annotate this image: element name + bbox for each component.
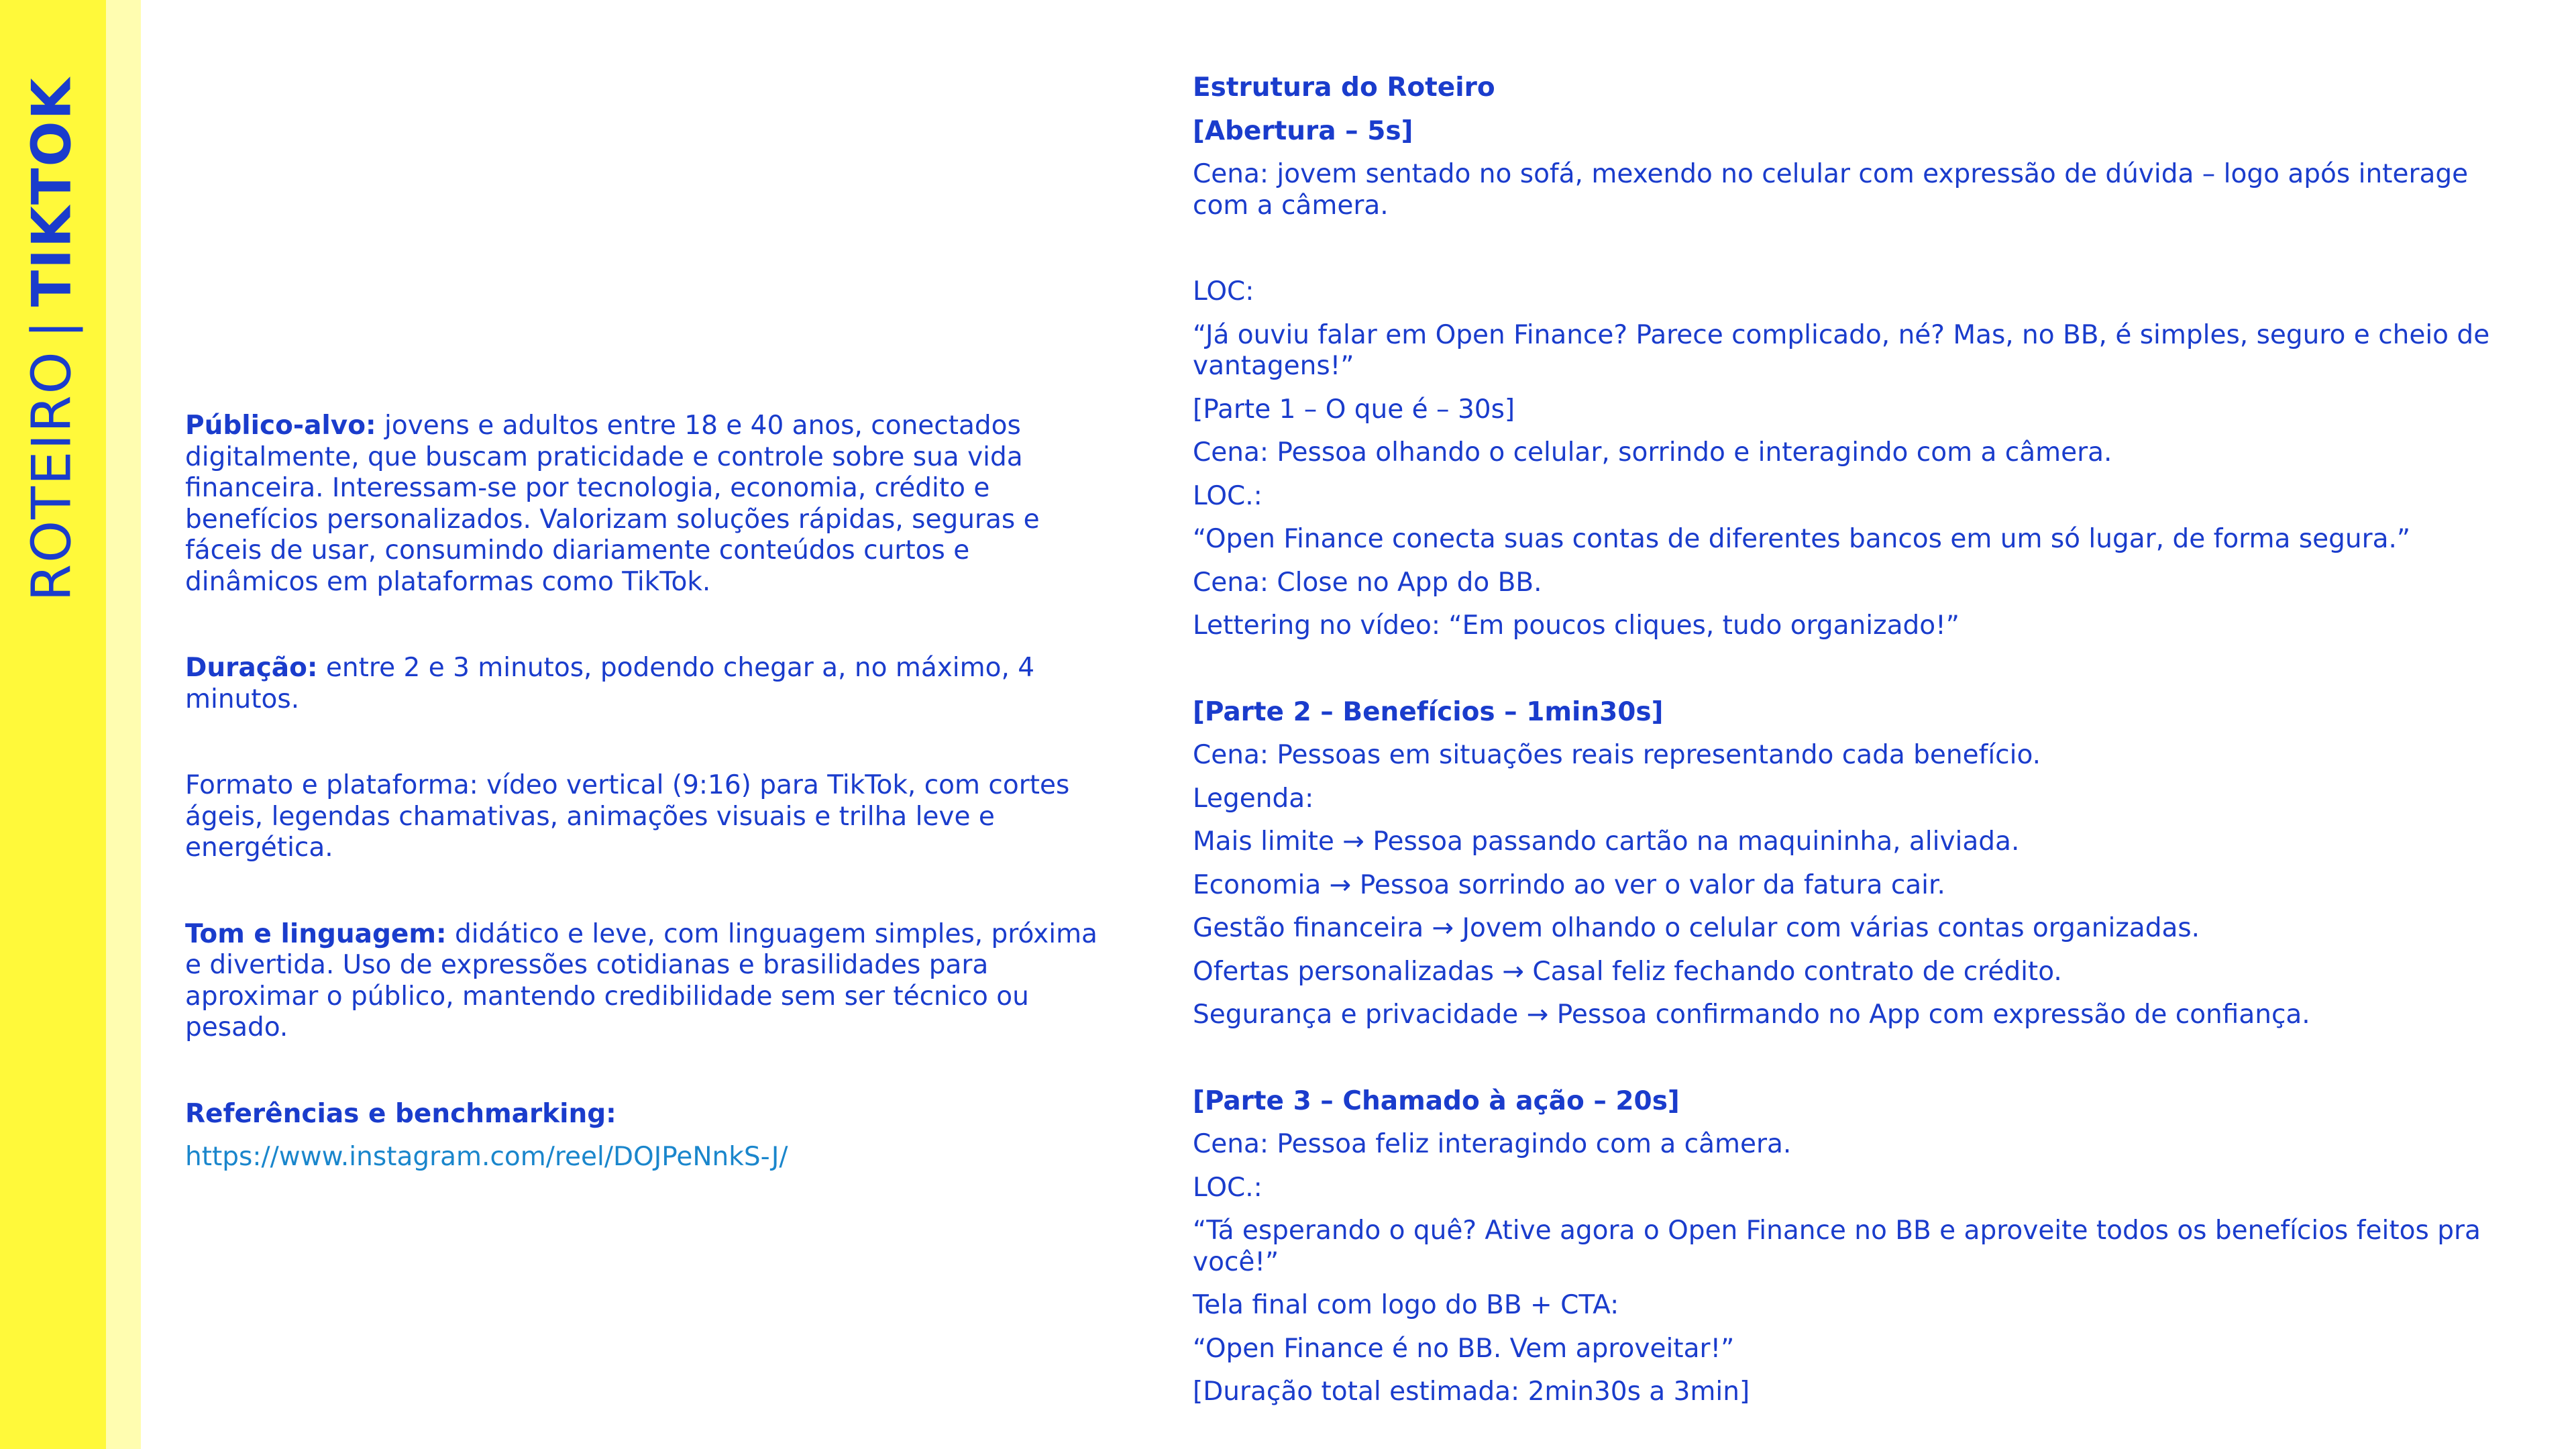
title-separator: | xyxy=(20,318,83,338)
beneficio-item: Gestão financeira → Jovem olhando o celular com várias contas organizadas. xyxy=(1193,913,2200,943)
duracao-label: Duração: xyxy=(185,653,318,683)
parte2-cena: Cena: Pessoas em situações reais representando cada benefício. xyxy=(1193,740,2041,770)
formato-paragraph: Formato e plataforma: vídeo vertical (9:16) para TikTok, com cortes ágeis, legendas chamativas, animações visuais e trilha leve e energética. xyxy=(185,770,1070,863)
abertura-title: [Abertura – 5s] xyxy=(1193,115,1413,146)
script-heading: Estrutura do Roteiro xyxy=(1193,72,1495,103)
parte1-loc: “Open Finance conecta suas contas de diferentes bancos em um só lugar, de forma segura.” xyxy=(1193,524,2411,554)
title-tiktok: TIKTOK xyxy=(20,76,83,307)
referencia-link[interactable]: https://www.instagram.com/reel/DOJPeNnkS-J/ xyxy=(185,1142,788,1172)
publico-alvo-text: jovens e adultos entre 18 e 40 anos, conectados digitalmente, que buscam praticidade e controle sobre sua vida financeira. Interessam-se por tecnologia, economia, crédito e benefícios personalizados. Valorizam soluções rápidas, seguras e fáceis de usar, consumindo diariamente conteúdos curtos e dinâmicos em plataformas como TikTok. xyxy=(185,411,1040,597)
parte1-cena2: Cena: Close no App do BB. xyxy=(1193,567,1542,598)
tom-label: Tom e linguagem: xyxy=(185,918,447,949)
parte1-cena: Cena: Pessoa olhando o celular, sorrindo e interagindo com a câmera. xyxy=(1193,437,2112,468)
sidebar-band-light xyxy=(106,0,141,1449)
tom-text: didático e leve, com linguagem simples, próxima e divertida. Uso de expressões cotidianas e brasilidades para aproximar o público, mantendo credibilidade sem ser técnico ou pesado. xyxy=(185,918,1097,1042)
vertical-title xyxy=(1,70,102,607)
abertura-loc: “Já ouviu falar em Open Finance? Parece complicado, né? Mas, no BB, é simples, seguro e cheio de vantagens!” xyxy=(1193,319,2490,381)
duracao-text: entre 2 e 3 minutos, podendo chegar a, no máximo, 4 minutos. xyxy=(185,653,1035,714)
script-column xyxy=(1193,72,2521,1420)
parte3-cena: Cena: Pessoa feliz interagindo com a câmera. xyxy=(1193,1129,1792,1159)
beneficio-item: Segurança e privacidade → Pessoa confirmando no App com expressão de confiança. xyxy=(1193,1000,2310,1030)
briefing-column xyxy=(185,411,1111,1173)
publico-alvo-label: Público-alvo: xyxy=(185,411,376,441)
parte3-title: [Parte 3 – Chamado à ação – 20s] xyxy=(1193,1085,1680,1116)
abertura-loc-label: LOC: xyxy=(1193,276,1254,307)
publico-alvo-paragraph xyxy=(185,411,1111,598)
tom-paragraph xyxy=(185,919,1111,1044)
parte1-loc-label: LOC.: xyxy=(1193,480,1263,511)
beneficio-item: Mais limite → Pessoa passando cartão na maquininha, aliviada. xyxy=(1193,826,2020,857)
parte3-loc: “Tá esperando o quê? Ative agora o Open Finance no BB e aproveite todos os benefícios feitos pra você!” xyxy=(1193,1216,2481,1277)
abertura-cena: Cena: jovem sentado no sofá, mexendo no celular com expressão de dúvida – logo após interage com a câmera. xyxy=(1193,159,2469,221)
parte2-legenda: Legenda: xyxy=(1193,783,1314,814)
parte3-loc-label: LOC.: xyxy=(1193,1172,1263,1203)
parte1-lettering: Lettering no vídeo: “Em poucos cliques, tudo organizado!” xyxy=(1193,610,1960,641)
referencias-label: Referências e benchmarking: xyxy=(185,1098,616,1129)
parte3-tela: Tela final com logo do BB + CTA: xyxy=(1193,1290,1619,1320)
duracao-paragraph xyxy=(185,653,1111,715)
title-roteiro: ROTEIRO xyxy=(20,350,83,601)
beneficio-item: Ofertas personalizadas → Casal feliz fechando contrato de crédito. xyxy=(1193,956,2062,987)
beneficio-item: Economia → Pessoa sorrindo ao ver o valor da fatura cair. xyxy=(1193,869,1945,900)
parte3-cta: “Open Finance é no BB. Vem aproveitar!” xyxy=(1193,1333,1735,1364)
parte1-title: [Parte 1 – O que é – 30s] xyxy=(1193,394,1515,425)
parte2-title: [Parte 2 – Benefícios – 1min30s] xyxy=(1193,696,1664,727)
duracao-total: [Duração total estimada: 2min30s a 3min] xyxy=(1193,1377,1750,1407)
